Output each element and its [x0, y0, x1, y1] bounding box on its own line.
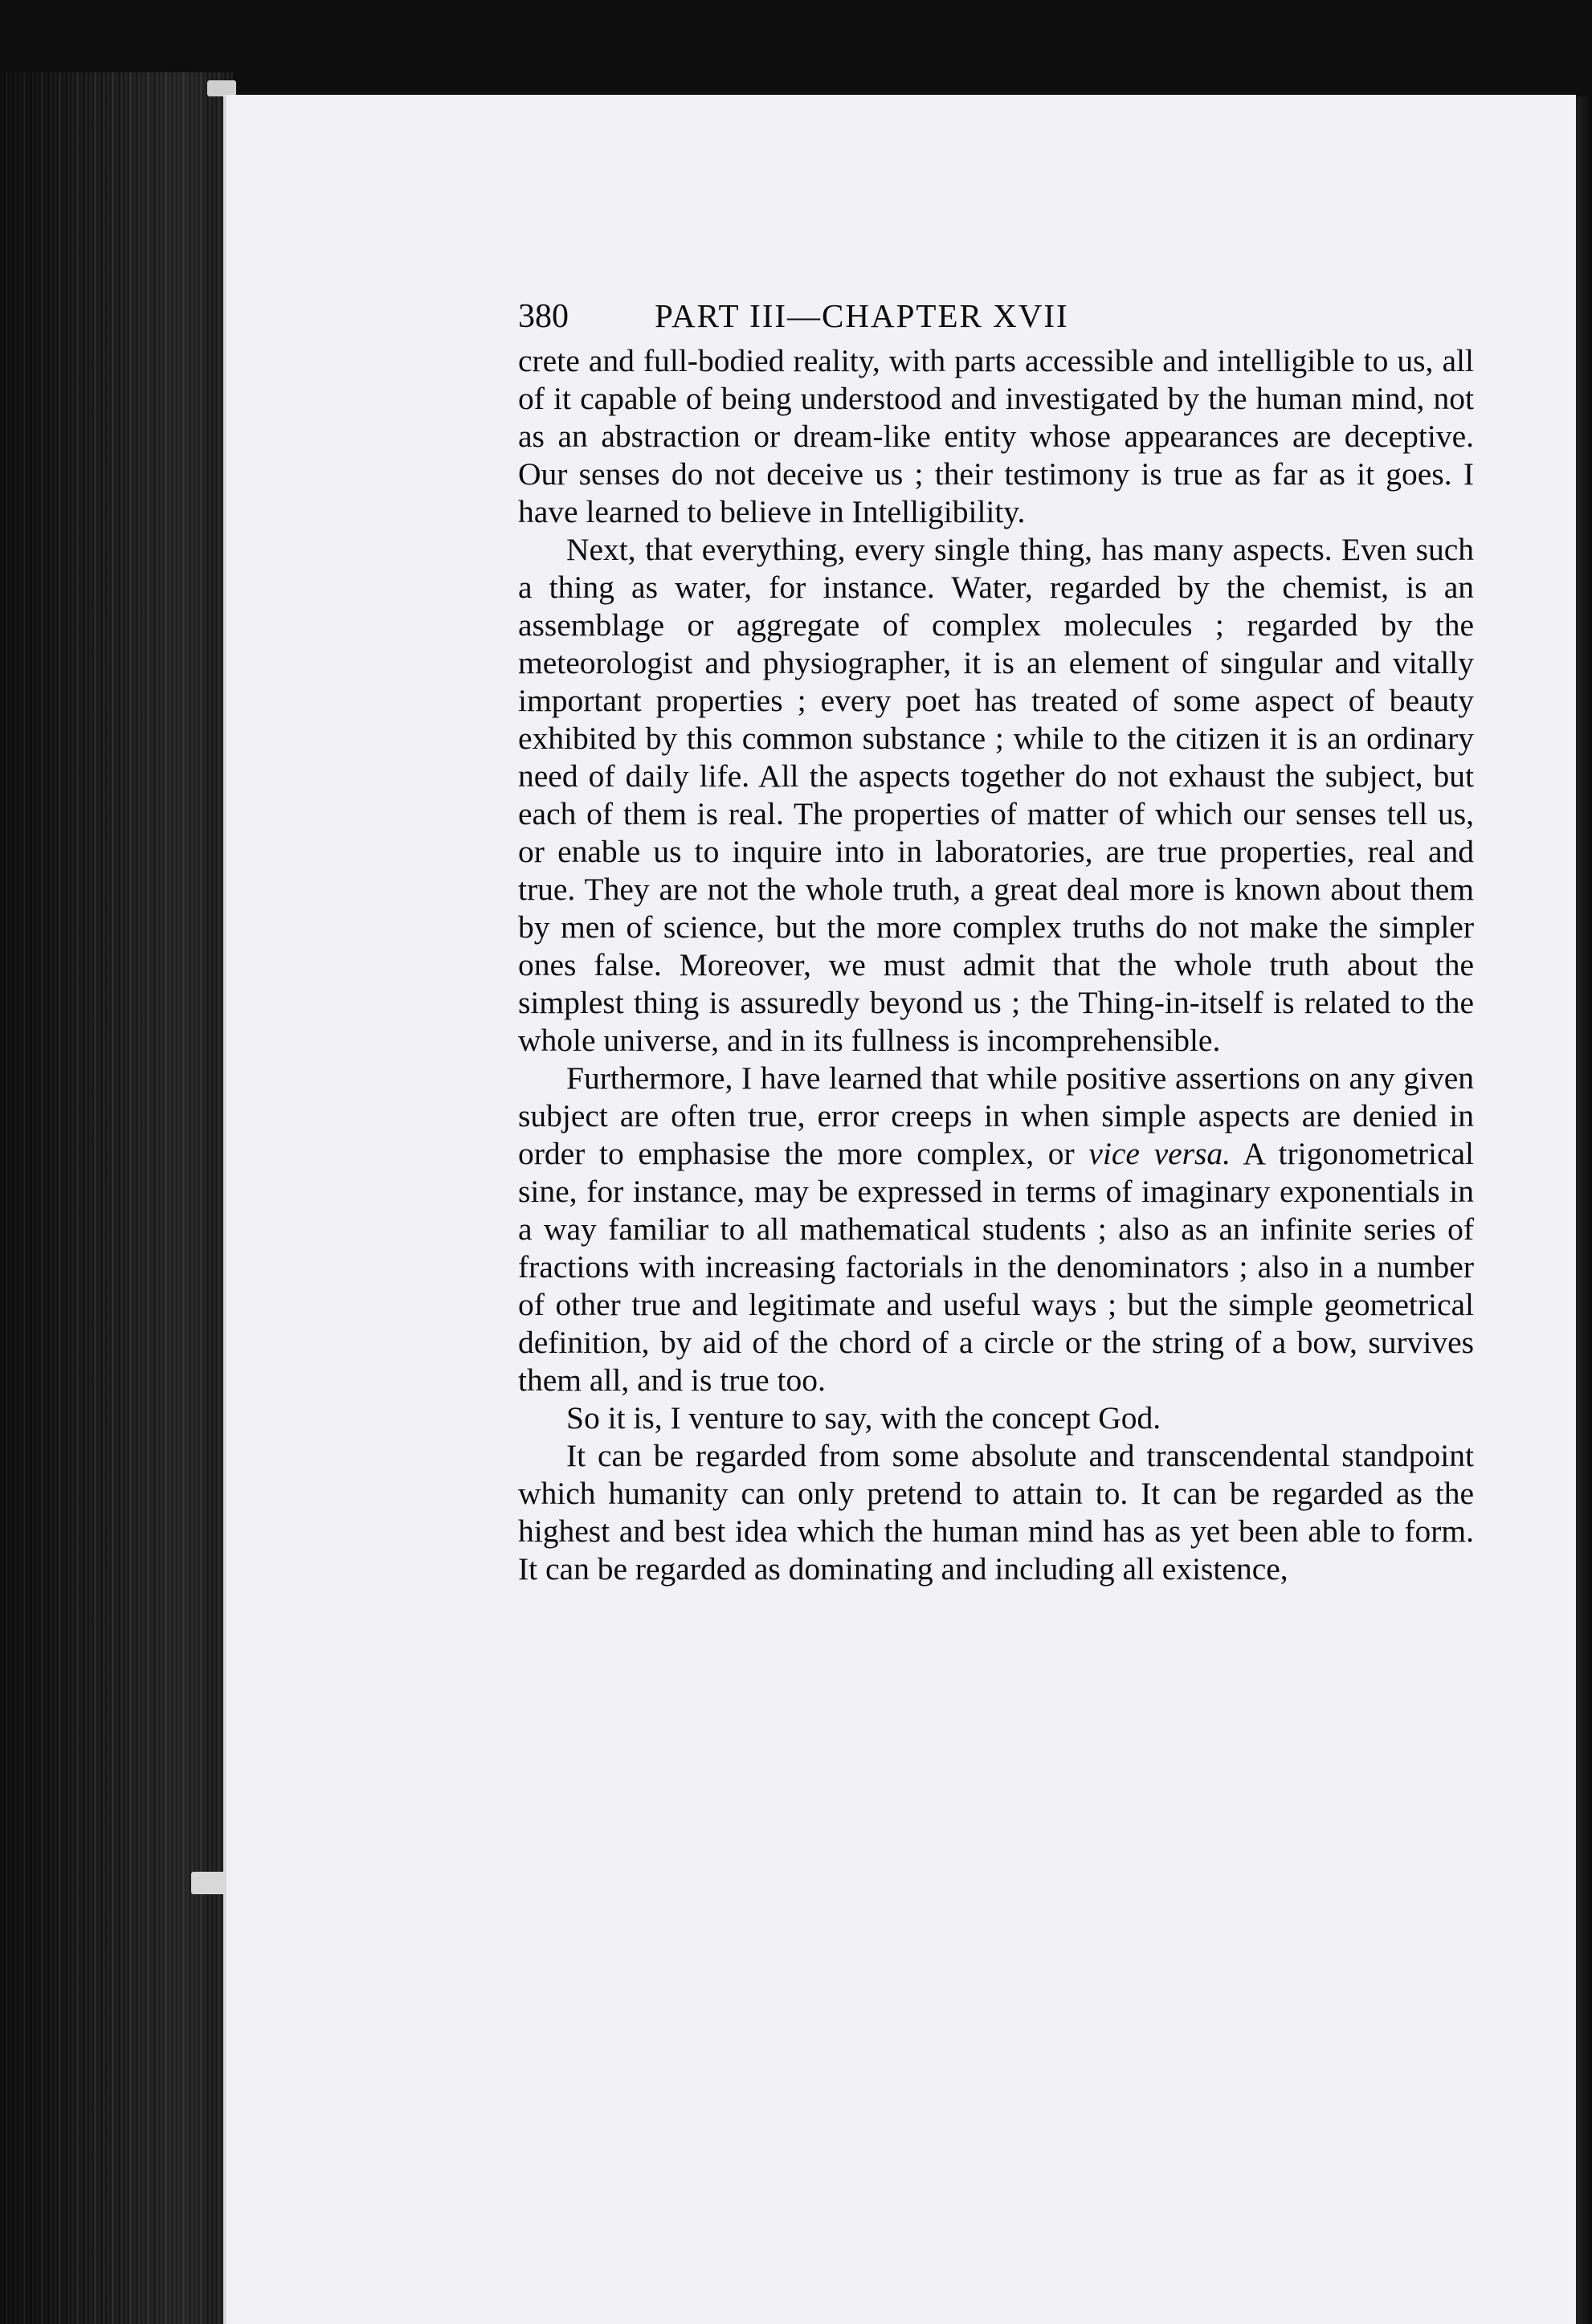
- paragraph: It can be regarded from some absolute and transcendental standpoint which humanity can only pretend to attain to. It can be regarded as the highest and best idea which the human mind has as yet been able to form. It can be regarded as dominating and including all existence,: [518, 1438, 1474, 1587]
- italic-phrase: vice versa.: [1088, 1136, 1231, 1171]
- chapter-heading: PART III—CHAPTER XVII: [655, 297, 1069, 334]
- paragraph: Next, that everything, every single thing, has many aspects. Even such a thing as water, for instance. Water, regarded by the chemist, is an assemblage or aggregate of complex molecules ; regarded by the meteorologist and physiographer, it is an element of singular and vitally important properties ; every poet has treated of some aspect of beauty exhibited by this common substance ; while to the citizen it is an ordinary need of daily life. All the aspects together do not exhaust the subject, but each of them is real. The properties of matter of which our senses tell us, or enable us to inquire into in laboratories, are true properties, real and true. They are not the whole truth, a great deal more is known about them by men of science, but the more complex truths do not make the simpler ones false. Moreover, we must admit that the whole truth about the simplest thing is assuredly beyond us ; the Thing-in-itself is related to the whole universe, and in its fullness is incomprehensible.: [518, 532, 1474, 1058]
- book-page-edges: [0, 72, 233, 2324]
- paragraph: [518, 1060, 1474, 1399]
- running-head: [518, 297, 1474, 336]
- page-edge-tab: [207, 80, 236, 96]
- page-text: [518, 297, 1474, 1588]
- paragraph: crete and full-bodied reality, with parts accessible and intelligible to us, all of it capable of being understood and investigated by the human mind, not as an abstraction or dream-like entity whose appearances are deceptive. Our senses do not deceive us ; their testimony is true as far as it goes. I have learned to believe in Intelligibility.: [518, 343, 1474, 529]
- paragraph: So it is, I venture to say, with the concept God.: [566, 1400, 1161, 1436]
- paragraph-text: A trigonometrical sine, for instance, may be expressed in terms of imaginary exponentials in a way familiar to all mathematical students ; also as an infinite series of fractions with increasing factorials in the denominators ; also in a number of other true and legitimate and useful ways ; but the simple geometrical definition, by aid of the chord of a circle or the string of a bow, survives them all, and is true too.: [518, 1136, 1474, 1398]
- page-number: 380: [518, 298, 569, 335]
- paragraph-text: Furthermore, I have learned that while positive assertions on any given subject are often true, error creeps in when simple aspects are denied in order to emphasise the more complex, or: [518, 1060, 1474, 1171]
- body-text: [518, 342, 1474, 1588]
